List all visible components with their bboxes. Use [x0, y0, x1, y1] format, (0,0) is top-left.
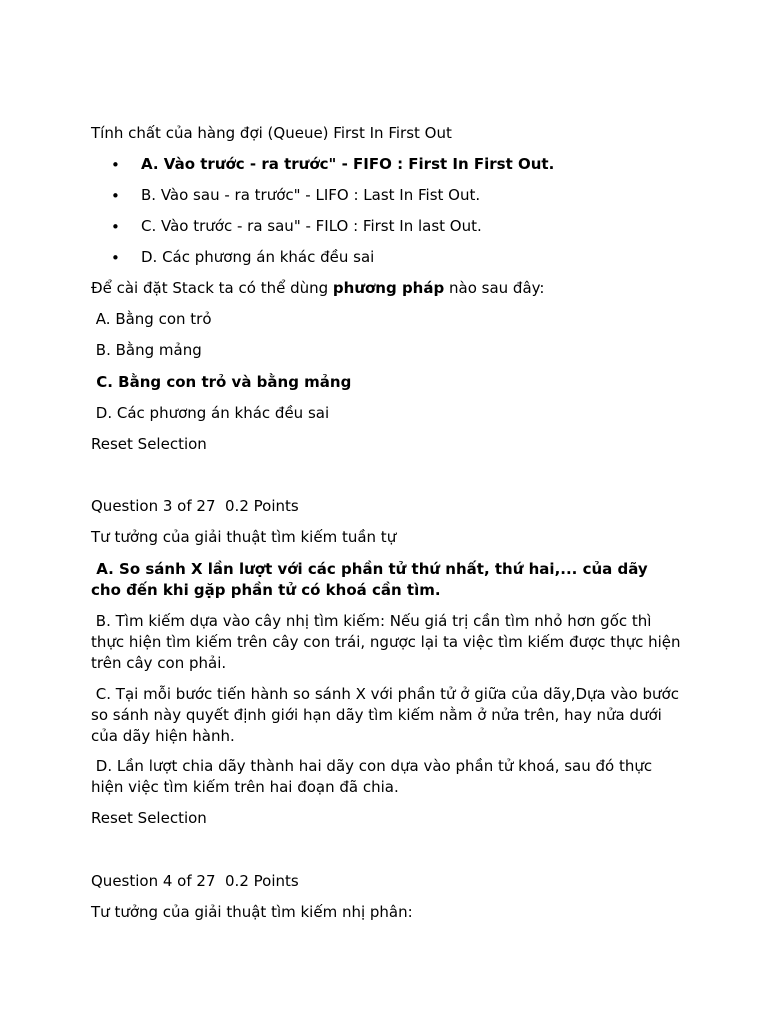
answer-option-b[interactable]: B. Tìm kiếm dựa vào cây nhị tìm kiếm: Nếu giá trị cần tìm nhỏ hơn gốc thì thực hiện tìm kiếm trên cây con trái, ngược lại ta việc tìm kiếm được thực hiện trên cây con phải. — [91, 612, 686, 672]
question-header: Question 4 of 27 0.2 Points — [91, 872, 299, 890]
answer-option-c[interactable]: C. Vào trước - ra sau" - FILO : First In last Out. — [141, 217, 482, 235]
answer-option-a[interactable]: A. Vào trước - ra trước" - FIFO : First In First Out. — [141, 155, 555, 173]
stem-text: Để cài đặt Stack ta có thể dùng — [91, 279, 333, 297]
question-stem — [91, 278, 681, 299]
answer-option-d[interactable]: D. Các phương án khác đều sai — [141, 248, 375, 266]
stem-text: nào sau đây: — [444, 279, 545, 297]
question-stem: Tính chất của hàng đợi (Queue) First In First Out — [91, 124, 452, 142]
answer-option-b[interactable]: B. Vào sau - ra trước" - LIFO : Last In Fist Out. — [141, 186, 481, 204]
reset-selection-link[interactable]: Reset Selection — [91, 809, 207, 827]
bullet-icon: • — [111, 249, 120, 267]
question-stem: Tư tưởng của giải thuật tìm kiếm nhị phân: — [91, 903, 413, 921]
answer-option-a[interactable]: A. So sánh X lần lượt với các phần tử thứ nhất, thứ hai,... của dãy cho đến khi gặp phần tử có khoá cần tìm. — [91, 560, 653, 599]
stem-emphasis: phương pháp — [332, 279, 445, 297]
answer-option-c[interactable]: C. Bằng con trỏ và bằng mảng — [91, 373, 352, 391]
bullet-icon: • — [111, 187, 120, 205]
answer-option-b[interactable]: B. Bằng mảng — [91, 341, 202, 359]
bullet-icon: • — [111, 218, 120, 236]
question-stem: Tư tưởng của giải thuật tìm kiếm tuần tự — [91, 528, 397, 546]
answer-option-c[interactable]: C. Tại mỗi bước tiến hành so sánh X với phần tử ở giữa của dãy,Dựa vào bước so sánh này quyết định giới hạn dãy tìm kiếm nằm ở nửa trên, hay nửa dưới của dãy hiện hành. — [91, 685, 684, 745]
reset-selection-link[interactable]: Reset Selection — [91, 435, 207, 453]
answer-option-d[interactable]: D. Các phương án khác đều sai — [91, 404, 330, 422]
answer-option-a[interactable]: A. Bằng con trỏ — [91, 310, 212, 328]
question-header: Question 3 of 27 0.2 Points — [91, 497, 299, 515]
answer-option-d[interactable]: D. Lần lượt chia dãy thành hai dãy con dựa vào phần tử khoá, sau đó thực hiện việc tìm kiếm trên hai đoạn đã chia. — [91, 757, 657, 796]
bullet-icon: • — [111, 156, 120, 174]
